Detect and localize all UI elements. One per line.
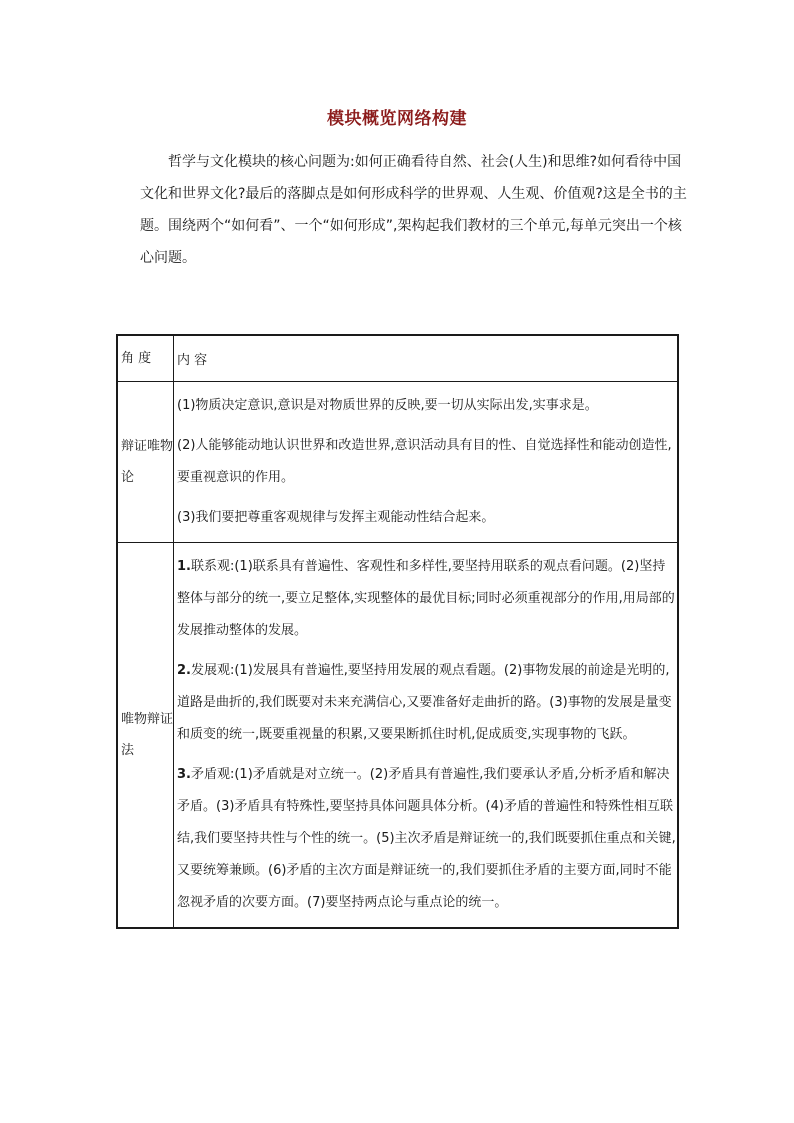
table-row: [117, 543, 678, 929]
page-title: 模块概览网络构建: [327, 109, 467, 129]
summary-table: [116, 334, 679, 929]
content-item: (3)我们要把尊重客观规律与发挥主观能动性结合起来。: [177, 510, 495, 525]
row-angle: 唯物辩证法: [117, 543, 174, 929]
content-item: 1.联系观:(1)联系具有普遍性、客观性和多样性,要坚持用联系的观点看问题。(2)坚持整体与部分的统一,要立足整体,实现整体的最优目标;同时必须重视部分的作用,用局部的发展推动整体的发展。: [177, 559, 675, 638]
intro-paragraph: 哲学与文化模块的核心问题为:如何正确看待自然、社会(人生)和思维?如何看待中国文化和世界文化?最后的落脚点是如何形成科学的世界观、人生观、价值观?这是全书的主题。围绕两个“如何看”、一个“如何形成”,架构起我们教材的三个单元,每单元突出一个核心问题。: [140, 154, 687, 266]
row-content: [174, 382, 679, 543]
row-content: [174, 543, 679, 929]
content-item: (2)人能够能动地认识世界和改造世界,意识活动具有目的性、自觉选择性和能动创造性,要重视意识的作用。: [177, 438, 672, 485]
header-angle: 角 度: [117, 335, 174, 382]
content-item: (1)物质决定意识,意识是对物质世界的反映,要一切从实际出发,实事求是。: [177, 398, 598, 413]
content-item: 2.发展观:(1)发展具有普遍性,要坚持用发展的观点看题。(2)事物发展的前途是光明的,道路是曲折的,我们既要对未来充满信心,又要准备好走曲折的路。(3)事物的发展是量变和质变的统一,既要重视量的积累,又要果断抓住时机,促成质变,实现事物的飞跃。: [177, 663, 672, 742]
row-angle: 辩证唯物论: [117, 382, 174, 543]
table-header-row: [117, 335, 678, 382]
table-row: [117, 382, 678, 543]
header-content: 内 容: [174, 335, 679, 382]
content-item: 3.矛盾观:(1)矛盾就是对立统一。(2)矛盾具有普遍性,我们要承认矛盾,分析矛盾和解决矛盾。(3)矛盾具有特殊性,要坚持具体问题具体分析。(4)矛盾的普遍性和特殊性相互联结,我们要坚持共性与个性的统一。(5)主次矛盾是辩证统一的,我们既要抓住重点和关键,又要统筹兼顾。(6)矛盾的主次方面是辩证统一的,我们要抓住矛盾的主要方面,同时不能忽视矛盾的次要方面。(7)要坚持两点论与重点论的统一。: [177, 767, 676, 910]
